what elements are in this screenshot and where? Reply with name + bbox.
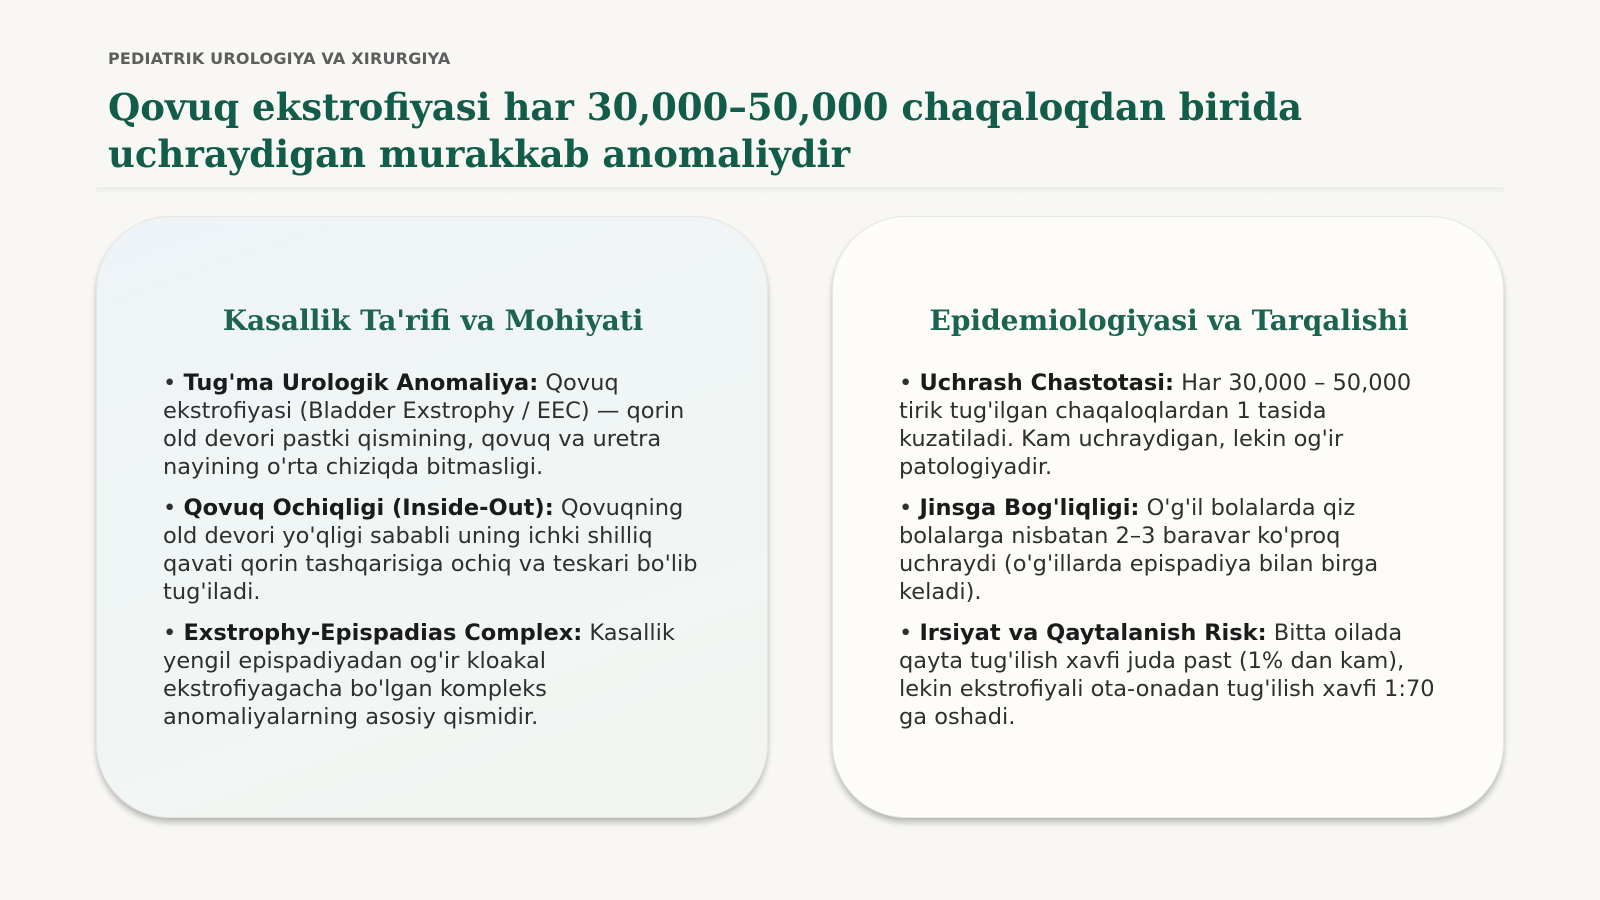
bullet-marker: • [899,370,920,396]
bullet-lead: Tug'ma Urologik Anomaliya: [183,370,539,396]
bullet-marker: • [899,495,920,521]
bullet-item [899,619,1439,731]
bullet-text: Qovuqning old devori yo'qligi sababli uning ichki shilliq qavati qorin tashqarisiga ochiq va teskari bo'lib tug'iladi. [163,495,698,605]
epidemiology-card [832,216,1504,818]
definition-card-title: Kasallik Ta'rifi va Mohiyati [222,304,644,337]
definition-bullet-list [163,369,703,731]
epidemiology-bullet-list [899,369,1439,731]
bullet-text: Kasallik yengil epispadiyadan og'ir kloakal ekstrofiyagacha bo'lgan kompleks anomaliyalarning asosiy qismidir. [163,620,675,730]
title-divider [96,187,1504,193]
bullet-item [899,369,1439,481]
epidemiology-card-title: Epidemiologiyasi va Tarqalishi [929,304,1409,337]
bullet-text: Har 30,000 – 50,000 tirik tug'ilgan chaqaloqlardan 1 tasida kuzatiladi. Kam uchraydigan, lekin og'ir patologiyadir. [899,370,1412,480]
section-label: PEDIATRIK UROLOGIYA VA XIRURGIYA [108,49,451,68]
bullet-marker: • [163,620,184,646]
bullet-item [163,619,703,731]
bullet-lead: Qovuq Ochiqligi (Inside-Out): [183,495,554,521]
bullet-text: O'g'il bolalarda qiz bolalarga nisbatan 2–3 baravar ko'proq uchraydi (o'g'illarda epispadiya bilan birga keladi). [899,495,1379,605]
bullet-lead: Uchrash Chastotasi: [919,370,1174,396]
bullet-lead: Irsiyat va Qaytalanish Risk: [919,620,1267,646]
bullet-marker: • [899,620,920,646]
bullet-text: Bitta oilada qayta tug'ilish xavfi juda past (1% dan kam), lekin ekstrofiyali ota-onadan tug'ilish xavfi 1:70 ga oshadi. [899,620,1435,730]
slide-title: Qovuq ekstrofiyasi har 30,000–50,000 chaqaloqdan birida uchraydigan murakkab anomaliydir [108,85,1303,176]
definition-card [96,216,768,818]
bullet-item [163,494,703,606]
bullet-lead: Jinsga Bog'liqligi: [919,495,1140,521]
bullet-text: Qovuq ekstrofiyasi (Bladder Exstrophy / EEC) — qorin old devori pastki qismining, qovuq va uretra nayining o'rta chiziqda bitmasligi. [163,370,685,480]
bullet-item [899,494,1439,606]
bullet-item [163,369,703,481]
bullet-lead: Exstrophy-Epispadias Complex: [183,620,583,646]
bullet-marker: • [163,495,184,521]
bullet-marker: • [163,370,184,396]
